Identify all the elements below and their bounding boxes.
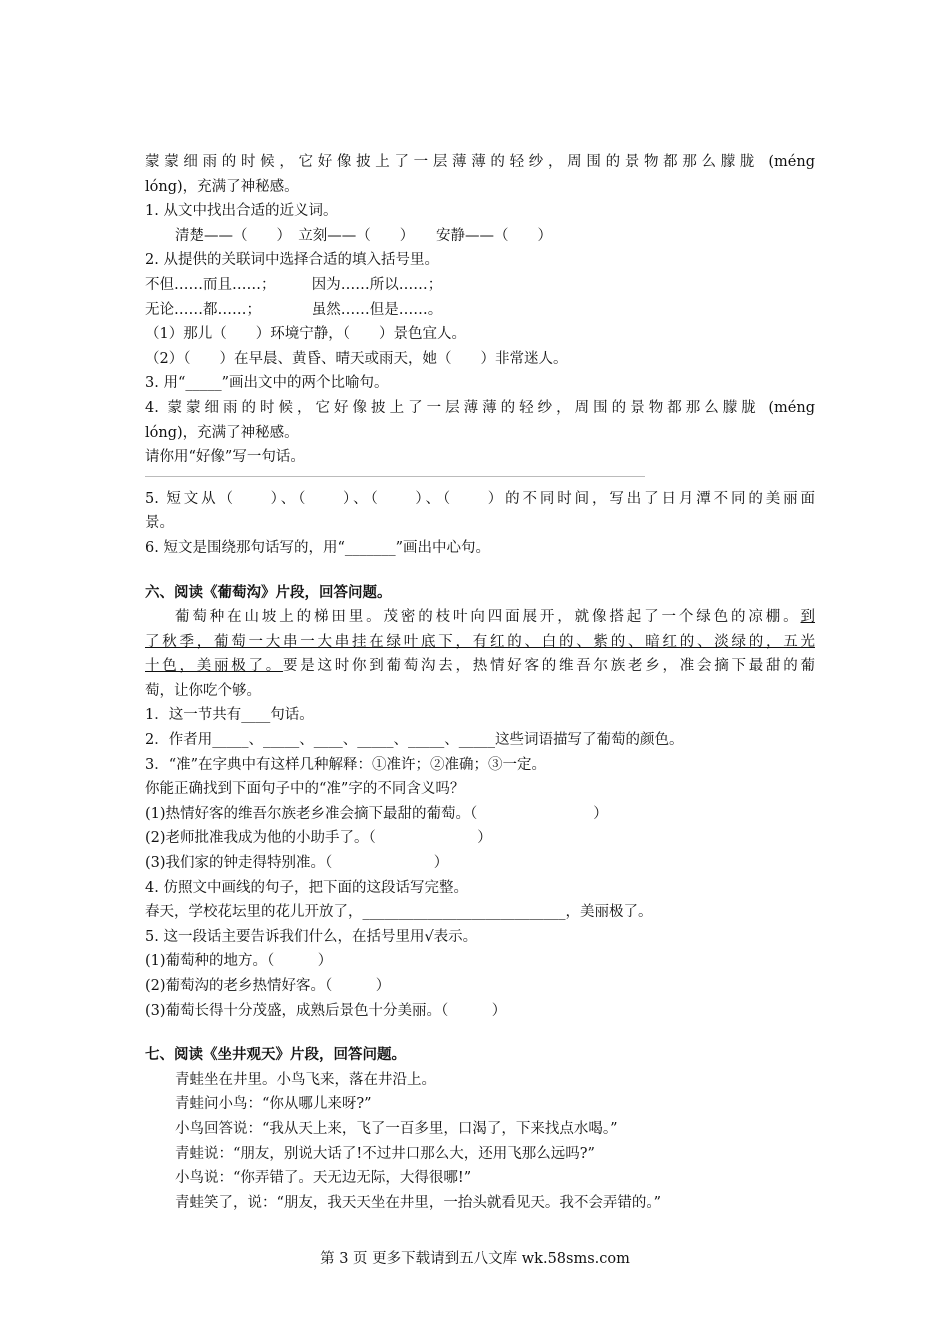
passage-line: 青蛙说：“朋友，别说大话了!不过井口那么大，还用飞那么远吗?” (175, 1145, 595, 1162)
worksheet-page (145, 150, 815, 1215)
passage-line: 小鸟回答说：“我从天上来，飞了一百多里，口渴了，下来找点水喝。” (175, 1120, 618, 1137)
passage-line: 小鸟说：“你弄错了。天无边无际，大得很哪!” (175, 1170, 472, 1187)
page-footer: 第 3 页 更多下载请到五八文库 wk.58sms.com (320, 1251, 630, 1267)
conjunction-options: 不但……而且……； 因为……所以……； (145, 276, 443, 293)
question-4-line: lóng)，充满了神秘感。 (145, 424, 299, 441)
passage-line: 青蛙问小鸟：“你从哪儿来呀?” (175, 1096, 372, 1113)
answer-line[interactable] (145, 476, 645, 477)
conjunction-options: 无论……都……； 虽然……但是……。 (145, 301, 443, 318)
question-6-3-item: (3)我们家的钟走得特别准。（ ） (145, 855, 449, 872)
question-1: 1. 从文中找出合适的近义词。 (145, 203, 338, 220)
passage-line (145, 654, 815, 679)
question-6-5: 5. 这一段话主要告诉我们什么，在括号里用√表示。 (145, 928, 478, 945)
question-6-4-fill: 春天，学校花坛里的花儿开放了，____________________________，美丽极了。 (145, 904, 653, 921)
underlined-text: 到 (800, 609, 815, 626)
question-2: 2. 从提供的关联词中选择合适的填入括号里。 (145, 252, 439, 269)
question-1-blanks: 清楚——（ ） 立刻——（ ） 安静——（ ） (175, 227, 552, 244)
passage-text: 要是这时你到葡萄沟去，热情好客的维吾尔族老乡，准会摘下最甜的葡 (283, 658, 815, 675)
question-2-item: （2）（ ）在早晨、黄昏、晴天或雨天，她（ ）非常迷人。 (145, 350, 568, 367)
question-6-3: 3．“准”在字典中有这样几种解释：①准许；②准确；③一定。 (145, 756, 547, 773)
passage-line: 青蛙坐在井里。小鸟飞来，落在井沿上。 (175, 1071, 436, 1088)
question-2-item: （1）那儿（ ）环境宁静，（ ）景色宜人。 (145, 326, 466, 343)
question-6-4: 4. 仿照文中画线的句子，把下面的这段话写完整。 (145, 879, 468, 896)
passage-line: 萄，让你吃个够。 (145, 682, 261, 699)
question-5: 5. 短文从（ ）、（ ）、（ ）、（ ）的不同时间，写出了日月潭不同的美丽面 (145, 490, 815, 507)
question-3: 3. 用“_____”画出文中的两个比喻句。 (145, 375, 389, 392)
passage-line: lóng)，充满了神秘感。 (145, 178, 299, 195)
question-6-5-item: (1)葡萄种的地方。（ ） (145, 953, 333, 970)
underlined-text: 了秋季，葡萄一大串一大串挂在绿叶底下，有红的、白的、紫的、暗红的、淡绿的，五光 (145, 633, 815, 650)
question-6-3-prompt: 你能正确找到下面句子中的“准”字的不同含义吗？ (145, 781, 465, 798)
section-6-heading: 六、阅读《葡萄沟》片段，回答问题。 (145, 583, 392, 601)
passage-text: 葡萄种在山坡上的梯田里。茂密的枝叶向四面展开，就像搭起了一个绿色的凉棚。 (175, 609, 801, 626)
passage-line (145, 605, 815, 630)
question-6-5-item: (2)葡萄沟的老乡热情好客。（ ） (145, 978, 391, 994)
underlined-text: 十色，美丽极了。 (145, 658, 283, 675)
question-6-5-item: (3)葡萄长得十分茂盛，成熟后景色十分美丽。（ ） (145, 1002, 507, 1019)
question-6-3-item: (2)老师批准我成为他的小助手了。（ ） (145, 830, 492, 847)
question-4: 4. 蒙蒙细雨的时候，它好像披上了一层薄薄的轻纱，周围的景物都那么朦胧 (méng (145, 399, 815, 416)
question-6: 6. 短文是围绕那句话写的，用“_______”画出中心句。 (145, 539, 491, 556)
question-5-line: 景。 (145, 515, 174, 532)
question-4-prompt: 请你用“好像”写一句话。 (145, 449, 305, 466)
question-6-2: 2．作者用_____、_____、____、_____、_____、_____这些词语描写了葡萄的颜色。 (145, 732, 684, 749)
question-6-1: 1．这一节共有____句话。 (145, 707, 314, 724)
passage-line: 蒙蒙细雨的时候，它好像披上了一层薄薄的轻纱，周围的景物都那么朦胧 (méng (145, 154, 815, 170)
section-7-heading: 七、阅读《坐井观天》片段，回答问题。 (145, 1046, 406, 1064)
passage-line: 青蛙笑了，说：“朋友，我天天坐在井里，一抬头就看见天。我不会弄错的。” (175, 1194, 662, 1211)
question-6-3-item: (1)热情好客的维吾尔族老乡准会摘下最甜的葡萄。（ ） (145, 805, 608, 822)
